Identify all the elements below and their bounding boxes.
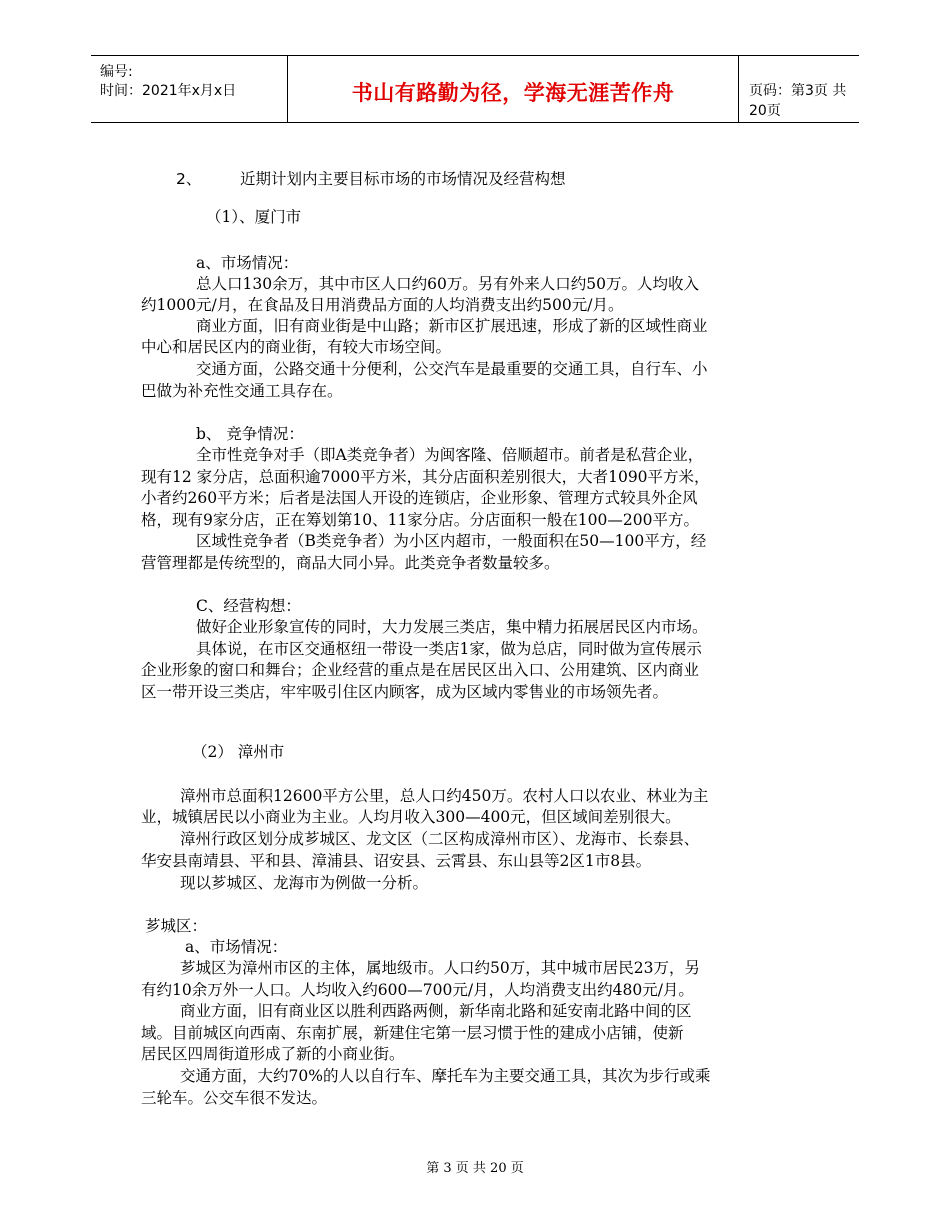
paragraph-line: 小者约260平方米；后者是法国人开设的连锁店，企业形象、管理方式较具外企风	[141, 489, 698, 507]
paragraph-line: 企业形象的窗口和舞台；企业经营的重点是在居民区出入口、公用建筑、区内商业	[141, 661, 700, 679]
paragraph-line: 中心和居民区内的商业街，有较大市场空间。	[141, 338, 452, 356]
page-header	[91, 55, 859, 123]
page-info: 页码：第3页 共20页	[749, 83, 847, 119]
paragraph-line: 现以芗城区、龙海市为例做一分析。	[180, 874, 429, 892]
paragraph-line: 华安县南靖县、平和县、漳浦县、诏安县、云霄县、东山县等2区1市8县。	[141, 852, 652, 870]
paragraph-line: 交通方面，公路交通十分便利，公交汽车是最重要的交通工具，自行车、小	[196, 360, 708, 378]
paragraph-line: 现有12 家分店，总面积逾7000平方米，其分店面积差别很大，大者1090平方米，	[141, 468, 710, 486]
zhangzhou-heading: （2） 漳州市	[192, 743, 285, 761]
paragraph-line: 营管理都是传统型的，商品大同小异。此类竞争者数量较多。	[141, 554, 560, 572]
section-title: 近期计划内主要目标市场的市场情况及经营构想	[240, 170, 566, 188]
section-number: 2、	[176, 170, 202, 188]
code-label: 编号:	[100, 64, 133, 80]
xiamen-heading: （1）、厦门市	[206, 208, 302, 226]
paragraph-line: 域。目前城区向西南、东南扩展，新建住宅第一层习惯于性的建成小店铺，使新	[141, 1024, 684, 1042]
paragraph-line: 约1000元/月，在食品及日用消费品方面的人均消费支出约500元/月。	[141, 296, 624, 314]
paragraph-line: 巴做为补充性交通工具存在。	[141, 382, 343, 400]
paragraph-line: 区一带开设三类店，牢牢吸引住区内顾客，成为区域内零售业的市场领先者。	[141, 683, 669, 701]
paragraph-line: 交通方面，大约70%的人以自行车、摩托车为主要交通工具，其次为步行或乘	[180, 1067, 711, 1085]
xiamen-b-label: b、 竞争情况：	[196, 425, 304, 443]
time-label: 时间：2021年x月x日	[100, 83, 237, 99]
paragraph-line: 有约10余万外一人口。人均收入约600—700元/月，人均消费支出约480元/月。	[141, 981, 694, 999]
xiamen-a-label: a、市场情况：	[196, 254, 299, 272]
paragraph-line: 全市性竞争对手（即A类竞争者）为闽客隆、倍顺超市。前者是私营企业，	[196, 446, 704, 464]
header-motto-cell	[287, 56, 739, 122]
paragraph-line: 三轮车。公交车很不发达。	[141, 1089, 328, 1107]
paragraph-line: 漳州行政区划分成芗城区、龙文区（二区构成漳州市区）、龙海市、长泰县、	[180, 830, 700, 848]
paragraph-line: 漳州市总面积12600平方公里，总人口约450万。农村人口以农业、林业为主	[180, 787, 709, 805]
paragraph-line: 芗城区为漳州市区的主体，属地级市。人口约50万，其中城市居民23万，另	[180, 959, 700, 977]
motto: 书山有路勤为径，学海无涯苦作舟	[351, 81, 675, 105]
paragraph-line: 区域性竞争者（B类竞争者）为小区内超市，一般面积在50—100平方，经	[196, 532, 707, 550]
paragraph-line: 做好企业形象宣传的同时，大力发展三类店，集中精力拓展居民区内市场。	[196, 618, 708, 636]
header-page-cell	[739, 56, 859, 122]
paragraph-line: 具体说，在市区交通枢纽一带设一类店1家，做为总店，同时做为宣传展示	[196, 640, 702, 658]
paragraph-line: 居民区四周街道形成了新的小商业街。	[141, 1045, 405, 1063]
paragraph-line: 总人口130余万，其中市区人口约60万。另有外来人口约50万。人均收入	[196, 275, 700, 293]
page-footer: 第 3 页 共 20 页	[426, 1161, 524, 1176]
paragraph-line: 业，城镇居民以小商业为主业。人均月收入300—400元，但区域间差别很大。	[141, 808, 681, 826]
xiangcheng-a-label: a、市场情况：	[185, 938, 288, 956]
paragraph-line: 商业方面，旧有商业区以胜利西路两侧，新华南北路和延安南北路中间的区	[180, 1002, 692, 1020]
paragraph-line: 格，现有9家分店，正在筹划第10、11家分店。分店面积一般在100—200平方。	[141, 511, 699, 529]
header-meta	[91, 56, 287, 122]
xiangcheng-heading: 芗城区：	[145, 917, 208, 935]
xiamen-c-label: C、经营构想：	[196, 597, 301, 615]
paragraph-line: 商业方面，旧有商业街是中山路；新市区扩展迅速，形成了新的区域性商业	[196, 317, 708, 335]
